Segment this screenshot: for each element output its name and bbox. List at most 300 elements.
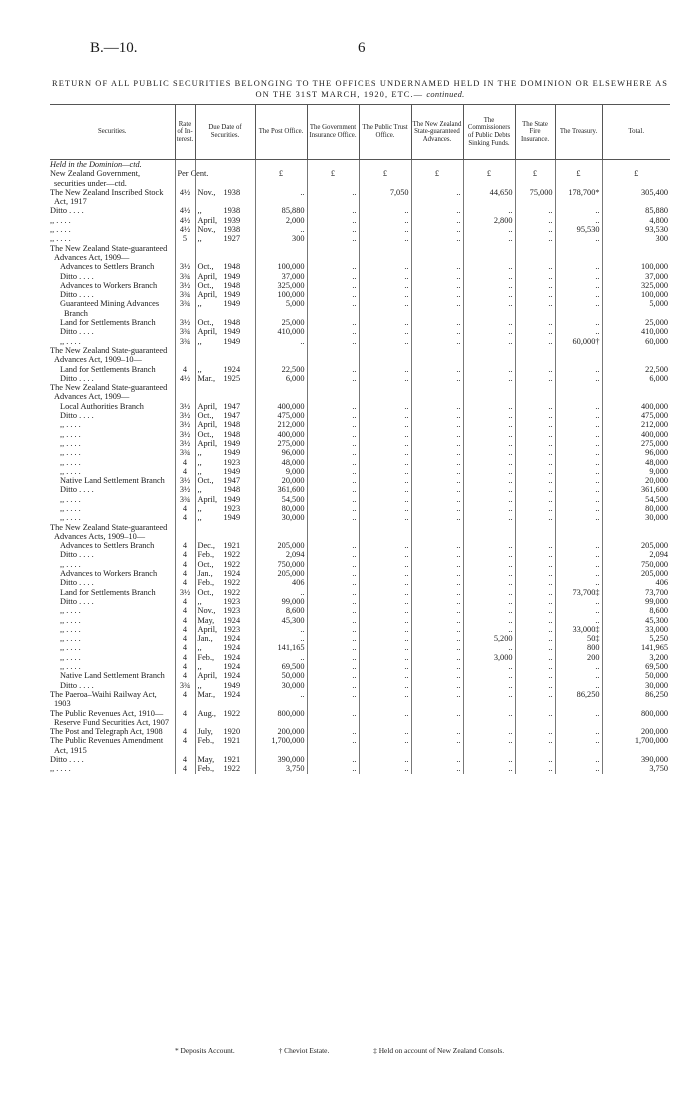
public-trust-value: .. (359, 225, 411, 234)
due-month: Nov., (197, 225, 216, 235)
govt-insurance-value: .. (307, 365, 359, 374)
govt-insurance-value: .. (307, 560, 359, 569)
securities-table (50, 104, 670, 774)
govt-insurance-value: .. (307, 411, 359, 420)
treasury-value: .. (555, 513, 602, 522)
interest-rate: 3¾ (175, 327, 195, 336)
total-value (602, 523, 670, 542)
table-row (50, 281, 670, 290)
due-date (195, 420, 255, 429)
due-month: ,, (197, 596, 202, 606)
sinking-funds-value (463, 244, 515, 263)
govt-insurance-value: .. (307, 755, 359, 764)
post-office-value: 100,000 (255, 262, 307, 271)
due-year: 1949 (223, 513, 241, 523)
interest-rate: 4 (175, 634, 195, 643)
due-month: Nov., (197, 187, 216, 197)
state-fire-value (515, 160, 555, 170)
table-row (50, 560, 670, 569)
public-trust-value: .. (359, 755, 411, 764)
govt-insurance-value: .. (307, 606, 359, 615)
state-advances-value: .. (411, 727, 463, 736)
state-fire-value: .. (515, 448, 555, 457)
interest-rate (175, 160, 195, 170)
table-row (50, 541, 670, 550)
due-year: 1949 (223, 327, 241, 337)
table-row (50, 653, 670, 662)
state-advances-value: .. (411, 736, 463, 755)
page-number: 6 (358, 40, 366, 56)
total-value: 6,000 (649, 373, 668, 383)
treasury-value: 73,700‡ (555, 588, 602, 597)
total-value: 48,000 (645, 457, 668, 467)
due-date (195, 662, 255, 671)
treasury-value: .. (555, 365, 602, 374)
table-row (50, 606, 670, 615)
sinking-funds-value: .. (463, 262, 515, 271)
state-fire-value: .. (515, 476, 555, 485)
total-value: 25,000 (645, 318, 668, 328)
state-advances-value: .. (411, 588, 463, 597)
govt-insurance-value: .. (307, 272, 359, 281)
due-date (195, 634, 255, 643)
due-month: April, (197, 327, 218, 337)
due-date (195, 411, 255, 420)
due-year: 1922 (223, 550, 241, 560)
due-date (195, 281, 255, 290)
due-month: April, (197, 215, 218, 225)
state-fire-value: .. (515, 597, 555, 606)
post-office-value: 205,000 (255, 569, 307, 578)
security-name: Ditto . . . . (50, 272, 175, 281)
total-value: 9,000 (649, 466, 668, 476)
table-row (50, 643, 670, 652)
treasury-value (555, 346, 602, 365)
due-month: ,, (197, 513, 202, 523)
security-name: ,, . . . . (50, 643, 175, 652)
due-year: 1938 (223, 206, 241, 216)
post-office-value: 54,500 (255, 495, 307, 504)
interest-rate: 5 (175, 234, 195, 243)
treasury-value (555, 523, 602, 542)
treasury-value: .. (555, 216, 602, 225)
due-year: 1924 (223, 615, 241, 625)
security-name: The Public Revenues Act, 1910—Reserve Fund Securities Act, 1907 (50, 709, 175, 728)
table-row (50, 588, 670, 597)
due-year: 1949 (223, 336, 241, 346)
security-name: ,, . . . . (50, 225, 175, 234)
govt-insurance-value: .. (307, 234, 359, 243)
security-name: Ditto . . . . (50, 411, 175, 420)
interest-rate: 3½ (175, 430, 195, 439)
due-year: 1922 (223, 764, 241, 774)
total-value: 410,000 (641, 327, 668, 337)
total-value: 750,000 (641, 559, 668, 569)
table-title-continued: continued. (426, 90, 465, 99)
state-advances-value: .. (411, 653, 463, 662)
due-month: ,, (197, 448, 202, 458)
interest-rate: 3½ (175, 420, 195, 429)
interest-rate: 4 (175, 458, 195, 467)
treasury-value: 200 (555, 653, 602, 662)
total-value: 45,300 (645, 615, 668, 625)
govt-insurance-value: .. (307, 709, 359, 728)
govt-insurance-value (307, 160, 359, 170)
security-name: ,, . . . . (50, 625, 175, 634)
public-trust-value: .. (359, 541, 411, 550)
state-advances-value: .. (411, 225, 463, 234)
total-value: 5,250 (649, 634, 668, 644)
sinking-funds-value: .. (463, 281, 515, 290)
interest-rate: 3½ (175, 411, 195, 420)
due-month: Oct., (197, 280, 214, 290)
public-trust-value: .. (359, 671, 411, 680)
column-header: The Government Insurance Office. (307, 105, 359, 160)
security-name: Native Land Settlement Branch (50, 476, 175, 485)
interest-rate: 3½ (175, 281, 195, 290)
post-office-value: 48,000 (255, 458, 307, 467)
public-trust-value: .. (359, 337, 411, 346)
table-row (50, 625, 670, 634)
post-office-value: 1,700,000 (255, 736, 307, 755)
sinking-funds-value: .. (463, 318, 515, 327)
state-advances-value: .. (411, 681, 463, 690)
state-advances-value: .. (411, 550, 463, 559)
state-fire-value: .. (515, 281, 555, 290)
state-advances-value: .. (411, 337, 463, 346)
govt-insurance-value: .. (307, 216, 359, 225)
state-advances-value: .. (411, 578, 463, 587)
due-month: May, (197, 755, 215, 764)
public-trust-value: .. (359, 495, 411, 504)
treasury-value: .. (555, 299, 602, 318)
post-office-value: 325,000 (255, 281, 307, 290)
due-year: 1949 (223, 466, 241, 476)
due-month: Dec., (197, 541, 216, 551)
post-office-value: 3,750 (255, 764, 307, 773)
sinking-funds-value (463, 160, 515, 170)
table-row (50, 383, 670, 402)
interest-rate: Per Cent. (175, 169, 195, 188)
govt-insurance-value: .. (307, 671, 359, 680)
due-date (195, 560, 255, 569)
post-office-value: 6,000 (255, 374, 307, 383)
treasury-value: 800 (555, 643, 602, 652)
state-fire-value: .. (515, 234, 555, 243)
security-name: ,, . . . . (50, 420, 175, 429)
due-date (195, 337, 255, 346)
due-date (195, 327, 255, 336)
treasury-value: .. (555, 420, 602, 429)
interest-rate (175, 244, 195, 263)
govt-insurance-value: .. (307, 281, 359, 290)
due-year: 1921 (223, 736, 241, 746)
due-date (195, 541, 255, 550)
security-name: Ditto . . . . (50, 374, 175, 383)
govt-insurance-value: .. (307, 597, 359, 606)
public-trust-value: .. (359, 588, 411, 597)
state-advances-value: .. (411, 643, 463, 652)
due-year: 1924 (223, 569, 241, 579)
state-advances-value: .. (411, 458, 463, 467)
due-month: Feb., (197, 578, 215, 588)
post-office-value: 8,600 (255, 606, 307, 615)
table-row (50, 262, 670, 271)
govt-insurance-value: .. (307, 448, 359, 457)
govt-insurance-value: .. (307, 504, 359, 513)
due-year: 1921 (223, 541, 241, 551)
govt-insurance-value: .. (307, 681, 359, 690)
treasury-value: .. (555, 281, 602, 290)
due-date (195, 318, 255, 327)
table-row (50, 764, 670, 773)
treasury-value: .. (555, 206, 602, 215)
due-year: 1923 (223, 606, 241, 616)
public-trust-value: .. (359, 281, 411, 290)
table-row (50, 216, 670, 225)
public-trust-value: .. (359, 458, 411, 467)
total-value: 300 (655, 234, 668, 244)
state-advances-value: .. (411, 327, 463, 336)
state-fire-value: .. (515, 625, 555, 634)
due-month: Aug., (197, 708, 216, 718)
due-date (195, 588, 255, 597)
due-month: April, (197, 401, 218, 411)
govt-insurance-value (307, 523, 359, 542)
security-name: Land for Settlements Branch (50, 588, 175, 597)
table-row (50, 755, 670, 764)
due-date (195, 578, 255, 587)
security-name: Ditto . . . . (50, 578, 175, 587)
interest-rate: 4 (175, 578, 195, 587)
due-date (195, 643, 255, 652)
due-year: 1924 (223, 634, 241, 644)
security-name: Advances to Settlers Branch (50, 541, 175, 550)
treasury-value: .. (555, 458, 602, 467)
table-row (50, 569, 670, 578)
due-date (195, 346, 255, 365)
security-name: ,, . . . . (50, 216, 175, 225)
govt-insurance-value: .. (307, 225, 359, 234)
state-advances-value: .. (411, 764, 463, 773)
public-trust-value: .. (359, 411, 411, 420)
state-fire-value: .. (515, 402, 555, 411)
sinking-funds-value: .. (463, 495, 515, 504)
table-row (50, 206, 670, 215)
due-year: 1922 (223, 587, 241, 597)
public-trust-value: .. (359, 709, 411, 728)
state-fire-value: .. (515, 671, 555, 680)
post-office-value: 50,000 (255, 671, 307, 680)
govt-insurance-value: .. (307, 485, 359, 494)
state-fire-value: .. (515, 541, 555, 550)
public-trust-value: .. (359, 569, 411, 578)
table-row (50, 504, 670, 513)
interest-rate: 4 (175, 671, 195, 680)
table-row (50, 420, 670, 429)
due-month: Feb., (197, 764, 215, 774)
state-advances-value: .. (411, 467, 463, 476)
govt-insurance-value: £ (307, 169, 359, 188)
post-office-value (255, 383, 307, 402)
post-office-value: 96,000 (255, 448, 307, 457)
total-value: 400,000 (641, 429, 668, 439)
due-date (195, 523, 255, 542)
due-date (195, 736, 255, 755)
total-value: 406 (655, 578, 668, 588)
table-row (50, 578, 670, 587)
total-value: 1,700,000 (634, 736, 668, 746)
interest-rate: 4 (175, 513, 195, 522)
security-name: New Zealand Government, securities under—ctd. (50, 169, 175, 188)
due-month: ,, (197, 662, 202, 672)
state-fire-value: .. (515, 681, 555, 690)
due-year: 1949 (223, 290, 241, 300)
state-fire-value: .. (515, 662, 555, 671)
security-name: Local Authorities Branch (50, 402, 175, 411)
sinking-funds-value: .. (463, 588, 515, 597)
interest-rate: 3¾ (175, 448, 195, 457)
post-office-value: 200,000 (255, 727, 307, 736)
due-date (195, 383, 255, 402)
treasury-value: .. (555, 662, 602, 671)
due-date (195, 188, 255, 207)
security-name: Ditto . . . . (50, 597, 175, 606)
treasury-value: 50‡ (555, 634, 602, 643)
table-row (50, 346, 670, 365)
sinking-funds-value: .. (463, 755, 515, 764)
post-office-value: 406 (255, 578, 307, 587)
post-office-value: 275,000 (255, 439, 307, 448)
post-office-value: 2,094 (255, 550, 307, 559)
govt-insurance-value: .. (307, 439, 359, 448)
sinking-funds-value: £ (463, 169, 515, 188)
total-value: 37,000 (645, 271, 668, 281)
interest-rate: 3¾ (175, 290, 195, 299)
table-row (50, 327, 670, 336)
security-name: ,, . . . . (50, 513, 175, 522)
public-trust-value: 7,050 (359, 188, 411, 207)
sinking-funds-value (463, 346, 515, 365)
security-name: Ditto . . . . (50, 550, 175, 559)
interest-rate: 4 (175, 560, 195, 569)
interest-rate: 4 (175, 550, 195, 559)
table-title-main: RETURN OF ALL PUBLIC SECURITIES BELONGING TO THE OFFICES UNDERNAMED HELD IN THE DOMINION OR ELSEWHERE AS ON THE 31ST MARCH, 1920, ETC.— (52, 79, 668, 99)
govt-insurance-value: .. (307, 541, 359, 550)
due-month: Oct., (197, 476, 214, 486)
public-trust-value: .. (359, 597, 411, 606)
sinking-funds-value (463, 383, 515, 402)
total-value: 2,094 (649, 550, 668, 560)
interest-rate: 3½ (175, 439, 195, 448)
due-month: April, (197, 624, 218, 634)
public-trust-value (359, 244, 411, 263)
state-fire-value: .. (515, 206, 555, 215)
post-office-value (255, 523, 307, 542)
govt-insurance-value: .. (307, 318, 359, 327)
sinking-funds-value: .. (463, 299, 515, 318)
state-advances-value: .. (411, 634, 463, 643)
table-row (50, 244, 670, 263)
security-name: The New Zealand State-guaranteed Advances Act, 1909— (50, 244, 175, 263)
sinking-funds-value: .. (463, 616, 515, 625)
sinking-funds-value: .. (463, 448, 515, 457)
post-office-value: 99,000 (255, 597, 307, 606)
state-fire-value: .. (515, 365, 555, 374)
govt-insurance-value: .. (307, 653, 359, 662)
public-trust-value: .. (359, 467, 411, 476)
due-month: July, (197, 727, 213, 737)
due-month: ,, (197, 457, 202, 467)
post-office-value: 300 (255, 234, 307, 243)
state-advances-value: .. (411, 625, 463, 634)
post-office-value: 750,000 (255, 560, 307, 569)
state-fire-value: .. (515, 727, 555, 736)
due-date (195, 504, 255, 513)
state-advances-value: .. (411, 690, 463, 709)
state-fire-value: .. (515, 420, 555, 429)
treasury-value: .. (555, 402, 602, 411)
public-trust-value: .. (359, 662, 411, 671)
table-row (50, 234, 670, 243)
post-office-value: 25,000 (255, 318, 307, 327)
interest-rate: 3½ (175, 485, 195, 494)
sinking-funds-value: .. (463, 225, 515, 234)
public-trust-value: .. (359, 430, 411, 439)
treasury-value: .. (555, 448, 602, 457)
state-fire-value: .. (515, 690, 555, 709)
govt-insurance-value: .. (307, 327, 359, 336)
due-month: Oct., (197, 411, 214, 421)
interest-rate: 4 (175, 727, 195, 736)
treasury-value: .. (555, 262, 602, 271)
state-advances-value: .. (411, 318, 463, 327)
due-date (195, 616, 255, 625)
treasury-value: 178,700* (555, 188, 602, 207)
total-value: 99,000 (645, 596, 668, 606)
due-year: 1948 (223, 262, 241, 272)
post-office-value: .. (255, 690, 307, 709)
due-date (195, 458, 255, 467)
table-row (50, 513, 670, 522)
column-header: The Commissioners of Public Debts Sinking Funds. (463, 105, 515, 160)
state-fire-value: .. (515, 272, 555, 281)
public-trust-value: .. (359, 206, 411, 215)
total-value: 50,000 (645, 671, 668, 681)
table-row (50, 485, 670, 494)
post-office-value: 30,000 (255, 681, 307, 690)
public-trust-value: .. (359, 653, 411, 662)
due-month: Oct., (197, 318, 214, 328)
treasury-value: .. (555, 439, 602, 448)
state-fire-value: .. (515, 736, 555, 755)
govt-insurance-value: .. (307, 513, 359, 522)
total-value: 69,500 (645, 662, 668, 672)
due-date (195, 169, 255, 188)
security-name: Ditto . . . . (50, 485, 175, 494)
security-name: Ditto . . . . (50, 755, 175, 764)
due-month: April, (197, 271, 218, 281)
public-trust-value: .. (359, 681, 411, 690)
table-row (50, 467, 670, 476)
due-date (195, 495, 255, 504)
state-advances-value: .. (411, 420, 463, 429)
treasury-value: .. (555, 327, 602, 336)
post-office-value: 5,000 (255, 299, 307, 318)
table-row (50, 727, 670, 736)
due-month: Nov., (197, 606, 216, 616)
sinking-funds-value: .. (463, 541, 515, 550)
